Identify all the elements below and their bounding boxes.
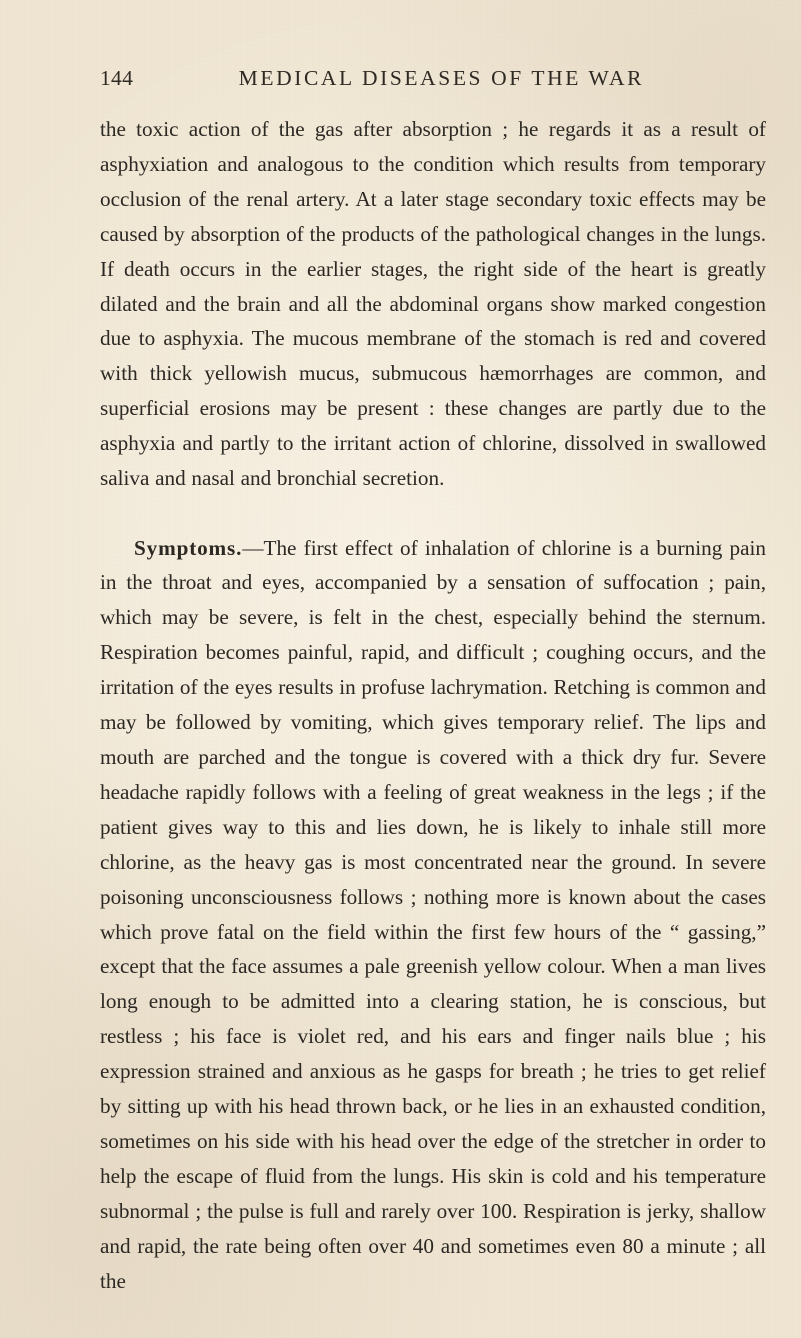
heading-dash: — bbox=[242, 535, 264, 560]
page-number: 144 bbox=[100, 66, 134, 90]
running-title: MEDICAL DISEASES OF THE WAR bbox=[238, 66, 645, 90]
running-head bbox=[100, 66, 765, 96]
text-column bbox=[100, 112, 766, 1299]
symptoms-heading: Symptoms. bbox=[134, 535, 243, 560]
paragraph-symptoms bbox=[100, 531, 766, 1299]
paragraph-continuation: the toxic action of the gas after absorption ; he regards it as a result of asphyxiation and analogous to the condition which results from temporary occlusion of the renal artery. At a later stage secondary toxic effects may be caused by absorption of the products of the pathological changes in the lungs. If death occurs in the earlier stages, the right side of the heart is greatly dilated and the brain and all the abdominal organs show marked congestion due to asphyxia. The mucous membrane of the stomach is red and covered with thick yellowish mucus, submucous hæmorrhages are common, and superficial erosions may be present : these changes are partly due to the asphyxia and partly to the irritant action of chlorine, dissolved in swallowed saliva and nasal and bronchial secretion. bbox=[100, 117, 766, 491]
symptoms-body: The first effect of inhalation of chlorine is a burning pain in the throat and eyes, accompanied by a sensation of suffocation ; pain, which may be severe, is felt in the chest, especially behind the sternum. Respiration becomes painful, rapid, and difficult ; coughing occurs, and the irritation of the eyes results in profuse lachrymation. Retching is common and may be followed by vomiting, which gives temporary relief. The lips and mouth are parched and the tongue is covered with a thick dry fur. Severe headache rapidly follows with a feeling of great weakness in the legs ; if the patient gives way to this and lies down, he is likely to inhale still more chlorine, as the heavy gas is most concentrated near the ground. In severe poisoning unconsciousness follows ; nothing more is known about the cases which prove fatal on the field within the first few hours of the “ gassing,” except that the face assumes a pale greenish yellow colour. When a man lives long enough to be admitted into a clearing station, he is conscious, but restless ; his face is violet red, and his ears and finger nails blue ; his expression strained and anxious as he gasps for breath ; he tries to get relief by sitting up with his head thrown back, or he lies in an exhausted condition, sometimes on his side with his head over the edge of the stretcher in order to help the escape of fluid from the lungs. His skin is cold and his temperature subnormal ; the pulse is full and rarely over 100. Respiration is jerky, shallow and rapid, the rate being often over 40 and sometimes even 80 a minute ; all the bbox=[100, 535, 766, 1293]
